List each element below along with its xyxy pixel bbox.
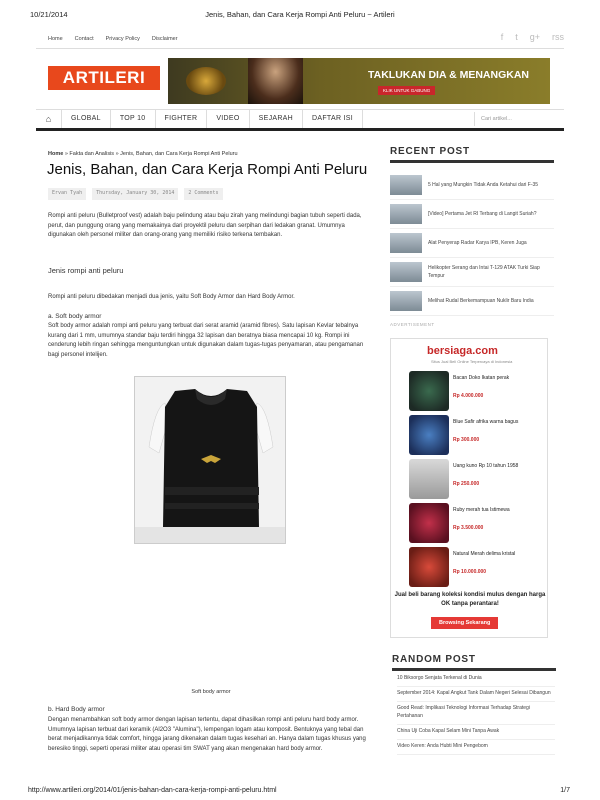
list-item[interactable] [390,200,554,229]
footer-url: http://www.artileri.org/2014/01/jenis-bahan-dan-cara-kerja-rompi-anti-peluru.html [28,787,277,794]
breadcrumb-home[interactable]: Home [48,151,64,157]
breadcrumb [48,151,238,157]
subsection-heading: b. Hard Body armor [48,706,105,713]
comments-link[interactable]: 2 Comments [184,188,222,200]
banner-cta[interactable]: KLIK UNTUK GABUNG [378,86,435,95]
ad-product[interactable] [409,415,531,459]
post-link[interactable]: Good Read: Implikasi Teknologi Informasi Terhadap Strategi Pertahanan [397,702,555,725]
post-link[interactable]: 5 Hal yang Mungkin Tidak Anda Ketahui dari F-35 [428,182,539,188]
topnav-privacy-link[interactable]: Privacy Policy [105,36,140,42]
post-link[interactable]: 10 Biksorgo Senjata Terkenal di Dunia [397,672,555,687]
ad-product[interactable] [409,459,531,503]
site-logo[interactable]: ARTILERI [48,66,160,90]
product-price: Rp 300.000 [453,437,480,443]
subsection-heading: a. Soft body armor [48,313,102,320]
search-input[interactable]: Cari artikel... [474,112,564,126]
top-nav [48,36,178,42]
ad-product[interactable] [409,547,531,591]
nav-video[interactable]: VIDEO [207,110,249,128]
print-header [0,10,600,24]
product-name: Blue Safir afrika warna bagus [453,419,519,425]
ad-footer-text: Jual beli barang koleksi kondisi mulus dengan harga OK tanpa perantara! [394,592,546,607]
product-price: Rp 3.500.000 [453,525,484,531]
author-label[interactable]: Ervan Tyah [48,188,86,200]
banner-image [248,58,303,104]
image-caption: Soft body armor [191,689,231,695]
recent-post-title: RECENT POST [390,146,554,163]
article-paragraph: Rompi anti peluru dibedakan menjadi dua jenis, yaitu Soft Body Armor dan Hard Body Armor. [48,294,295,300]
list-item[interactable] [390,229,554,258]
banner-text: TAKLUKAN DIA & MENANGKAN [368,69,529,81]
article-image [134,376,286,544]
nav-global[interactable]: GLOBAL [62,110,111,128]
nav-daftar-isi[interactable]: DAFTAR ISI [303,110,363,128]
main-nav [36,109,564,131]
list-item[interactable] [390,258,554,287]
nav-top10[interactable]: TOP 10 [111,110,156,128]
product-image[interactable] [409,371,449,411]
post-link[interactable]: Video Keren: Anda Hubti Mini Pengebom [397,740,555,755]
product-image[interactable] [409,415,449,455]
browsing-button[interactable]: Browsing Sekarang [431,617,498,629]
topnav-disclaimer-link[interactable]: Disclaimer [151,36,178,42]
article-title: Jenis, Bahan, dan Cara Kerja Rompi Anti Peluru [47,161,368,178]
post-thumbnail[interactable] [390,175,422,195]
random-post-title: RANDOM POST [392,654,556,671]
facebook-icon[interactable]: f [500,32,504,42]
product-price: Rp 10.000.000 [453,569,487,575]
ad-product[interactable] [409,503,531,547]
section-heading: Jenis rompi anti peluru [48,266,124,275]
sidebar-ad[interactable] [390,338,548,638]
product-image[interactable] [409,459,449,499]
list-item[interactable] [390,287,554,316]
header-banner-ad[interactable] [168,58,550,104]
product-image[interactable] [409,547,449,587]
article-paragraph: Dengan menambahkan soft body armor dengan lapisan tertentu, dapat dihasilkan rompi anti peluru hard body armor. Umumnya lapisan terbuat dari keramik (Al2O3 "Alumina"), lempengan logam atau komposit. Bentuknya yang tebal dan berat menjadikannya tidak comfort, hingga jarang dikenakan dalam tugas kesehari an. Hanya dalam tugas khusus yang beresiko tinggi, seperti operasi militer atau operasi tim SWAT yang akan mengenakan hard body armor. [48,717,366,752]
post-thumbnail[interactable] [390,204,422,224]
post-thumbnail[interactable] [390,262,422,282]
post-link[interactable]: [Video] Pertama Jet RI Terbang di Langit Suriah? [428,211,537,217]
article-paragraph: Soft body armor adalah rompi anti peluru yang terbuat dari serat aramid (aramid fibres). Satu lapisan Kevlar tebalnya kurang dari 1 mm, umumnya standar baju terdiri hingga 32 lapisan dan beratnya biasa mencapai 10 kg. Rompi ini cenderung lebih ringan sehingga menguntungkan untuk digunakan dalam tugas-tugas penyamaran, atau pengamanan bagi personel intelijen. [48,323,364,358]
post-link[interactable]: Melihat Rudal Berkemampuan Nuklir Baru India [428,298,534,304]
ad-product[interactable] [409,371,531,415]
product-image[interactable] [409,503,449,543]
recent-post-list [390,171,554,316]
social-icons [501,32,564,42]
product-name: Uang kuno Rp 10 tahun 1958 [453,463,519,469]
random-post-list [397,672,555,755]
product-price: Rp 4.000.000 [453,393,484,399]
divider [36,48,564,49]
nav-sejarah[interactable]: SEJARAH [250,110,303,128]
article-intro: Rompi anti peluru (Bulletproof vest) adalah baju pelindung atau baju zirah yang melindungi bagian tubuh seperti dada, perut, dan punggung orang yang memakainya dari proyektil peluru dan serpihan dari ledakan granat. Umumnya digunakan oleh personel militer dan orang-orang yang memiliki risiko terkena tembakan. [48,213,362,238]
sidebar [390,146,554,327]
ad-tagline: Situs Jual Beli Online Terpercaya di Indonesia [431,359,513,364]
post-link[interactable]: Helikopter Serang dan Intai T-129 ATAK Turki Siap Tempur [428,265,540,279]
topnav-contact-link[interactable]: Contact [74,36,94,42]
print-title: Jenis, Bahan, dan Cara Kerja Rompi Anti Peluru ~ Artileri [205,10,395,19]
product-price: Rp 250.000 [453,481,480,487]
google-plus-icon[interactable]: g+ [529,32,540,42]
product-name: Natural Merah delima kristal [453,551,516,557]
ad-label: ADVERTISEMENT [390,322,435,327]
article-meta [48,188,372,200]
rss-icon[interactable]: rss [552,32,564,42]
post-link[interactable]: Alat Penyerap Radar Karya IPB, Keren Juga [428,240,527,246]
product-name: Ruby merah tua Istimewa [453,507,510,513]
list-item[interactable] [390,171,554,200]
topnav-home-link[interactable]: Home [48,36,63,42]
page-number: 1/7 [560,787,570,794]
twitter-icon[interactable]: t [515,32,518,42]
post-link[interactable]: September 2014: Kapal Angkut Tank Dalam Negeri Selesai Dibangun [397,687,555,702]
breadcrumb-path: » Fakta dan Analisis » Jenis, Bahan, dan Cara Kerja Rompi Anti Peluru [64,151,238,157]
post-link[interactable]: China Uji Coba Kapal Selam Mini Tanpa Awak [397,725,555,740]
date-label: Thursday, January 30, 2014 [92,188,178,200]
nav-fighter[interactable]: FIGHTER [156,110,208,128]
banner-logo [186,67,226,95]
home-icon[interactable]: ⌂ [36,110,62,128]
print-date: 10/21/2014 [30,10,68,19]
product-name: Bacan Doko Ikatan perak [453,375,510,381]
post-thumbnail[interactable] [390,233,422,253]
post-thumbnail[interactable] [390,291,422,311]
ad-brand-logo[interactable]: bersiaga.com [427,345,498,357]
vest-illustration [135,377,286,544]
